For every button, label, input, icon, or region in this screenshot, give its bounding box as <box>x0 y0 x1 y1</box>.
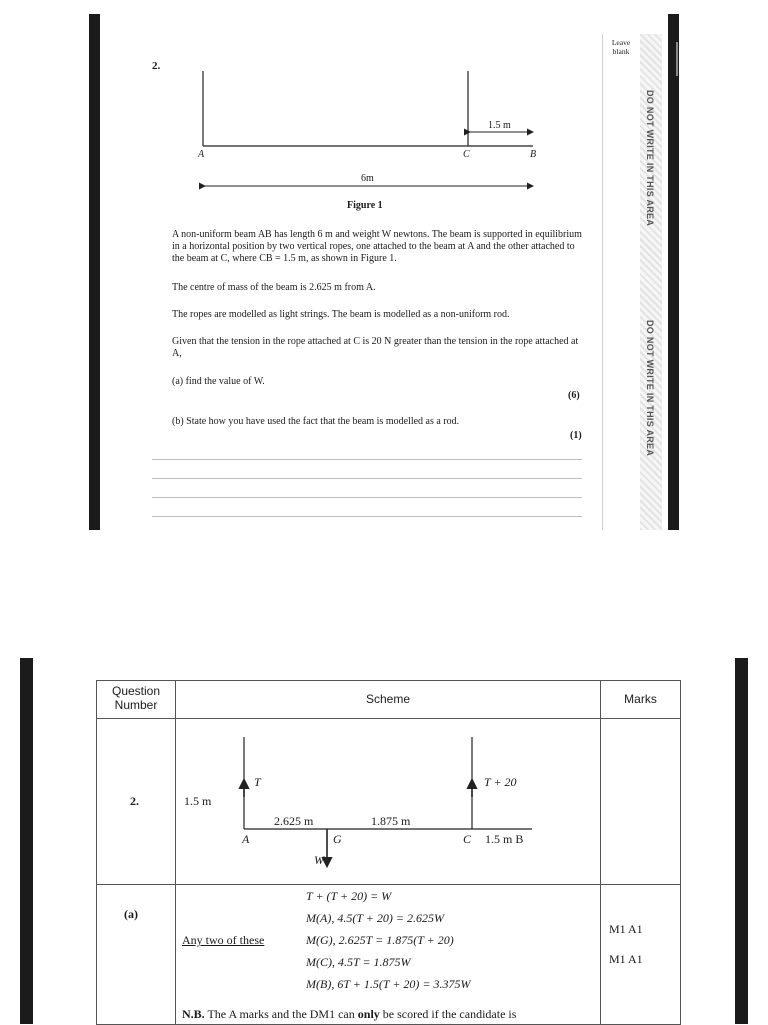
part-b-marks: (1) <box>570 430 582 441</box>
label-cb-length: 1.5 m <box>488 120 511 131</box>
equation-line: M(G), 2.625T = 1.875(T + 20) <box>306 933 454 947</box>
scheme-label-g: G <box>333 832 342 846</box>
mark-scheme-table <box>96 680 681 1025</box>
equation-line: M(A), 4.5(T + 20) = 2.625W <box>306 911 444 925</box>
header-marks-cell <box>601 681 681 719</box>
scheme-t-label: T <box>254 775 261 789</box>
label-ab-length: 6m <box>361 173 374 184</box>
force-diagram <box>176 719 600 885</box>
row-2-number: 2. <box>130 794 139 808</box>
answer-line[interactable] <box>152 497 582 498</box>
equation-line: M(C), 4.5T = 1.875W <box>306 955 411 969</box>
question-paragraph: The ropes are modelled as light strings. The beam is modelled as a non-uniform rod. <box>172 309 510 320</box>
question-paragraph: Given that the tension in the rope attached at C is 20 N greater than the tension in the rope attached at A, <box>172 336 579 359</box>
header-question-cell <box>97 681 176 719</box>
scheme-label-w: W <box>314 853 324 867</box>
figure-caption: Figure 1 <box>347 200 383 211</box>
scheme-label-a: A <box>242 832 250 846</box>
page-right-notch <box>676 42 678 76</box>
page-left-border <box>89 14 100 530</box>
answer-line[interactable] <box>152 516 582 517</box>
header-scheme-cell <box>176 681 601 719</box>
part-a-marks: (6) <box>568 390 580 401</box>
nb-prefix: N.B. <box>182 1007 205 1021</box>
answer-line[interactable] <box>152 459 582 460</box>
question-number: 2. <box>152 60 161 72</box>
marks-m1a1: M1 A1 <box>609 922 643 936</box>
scheme-left-border <box>20 658 33 1024</box>
row-a-marks-cell <box>601 885 681 1025</box>
scheme-label-c: C <box>463 832 472 846</box>
question-paragraph: A non-uniform beam AB has length 6 m and weight W newtons. The beam is supported in equilibrium in a horizontal position by two vertical ropes, one attached to the beam at A and the other attached to the beam at C, where CB = 1.5 m, as shown in Figure 1. <box>172 229 582 264</box>
nb-tail: be scored if the candidate is <box>379 1007 517 1021</box>
leave-blank-label: Leave blank <box>611 38 631 56</box>
part-a-text: (a) find the value of W. <box>172 376 265 387</box>
header-scheme: Scheme <box>365 692 411 706</box>
row-a-number: (a) <box>124 907 138 921</box>
label-c: C <box>463 149 470 160</box>
row-2-marks-cell <box>601 719 681 885</box>
question-paragraph: The centre of mass of the beam is 2.625 m from A. <box>172 282 376 293</box>
row-a-number-cell <box>97 885 176 1025</box>
header-question: Question Number <box>111 684 161 712</box>
scheme-dist-gc: 1.875 m <box>371 814 411 828</box>
scheme-dist-ag: 2.625 m <box>274 814 314 828</box>
marks-m1a1: M1 A1 <box>609 952 643 966</box>
any-two-label: Any two of these <box>182 933 265 947</box>
margin-warning-bottom: DO NOT WRITE IN THIS AREA <box>645 320 655 457</box>
row-a-scheme-cell <box>176 885 601 1025</box>
scheme-label-cb: 1.5 m B <box>485 832 524 846</box>
scheme-t20-label: T + 20 <box>484 775 517 789</box>
page-right-border <box>668 14 679 530</box>
nb-only: only <box>357 1007 380 1021</box>
leave-blank-column <box>602 34 641 530</box>
label-a: A <box>198 149 205 160</box>
equation-line: T + (T + 20) = W <box>306 889 392 903</box>
answer-line[interactable] <box>152 478 582 479</box>
nb-text: The A marks and the DM1 can <box>204 1007 358 1021</box>
header-marks: Marks <box>624 692 657 706</box>
margin-warning-top: DO NOT WRITE IN THIS AREA <box>645 90 655 227</box>
row-2-number-cell <box>97 719 176 885</box>
row-2-diagram-cell <box>176 719 601 885</box>
nb-note <box>182 1007 516 1022</box>
scheme-right-border <box>735 658 748 1024</box>
equation-line: M(B), 6T + 1.5(T + 20) = 3.375W <box>306 977 471 991</box>
label-b: B <box>530 149 537 160</box>
scheme-left-1-5m: 1.5 m <box>184 794 212 808</box>
part-b-text: (b) State how you have used the fact that the beam is modelled as a rod. <box>172 416 460 427</box>
